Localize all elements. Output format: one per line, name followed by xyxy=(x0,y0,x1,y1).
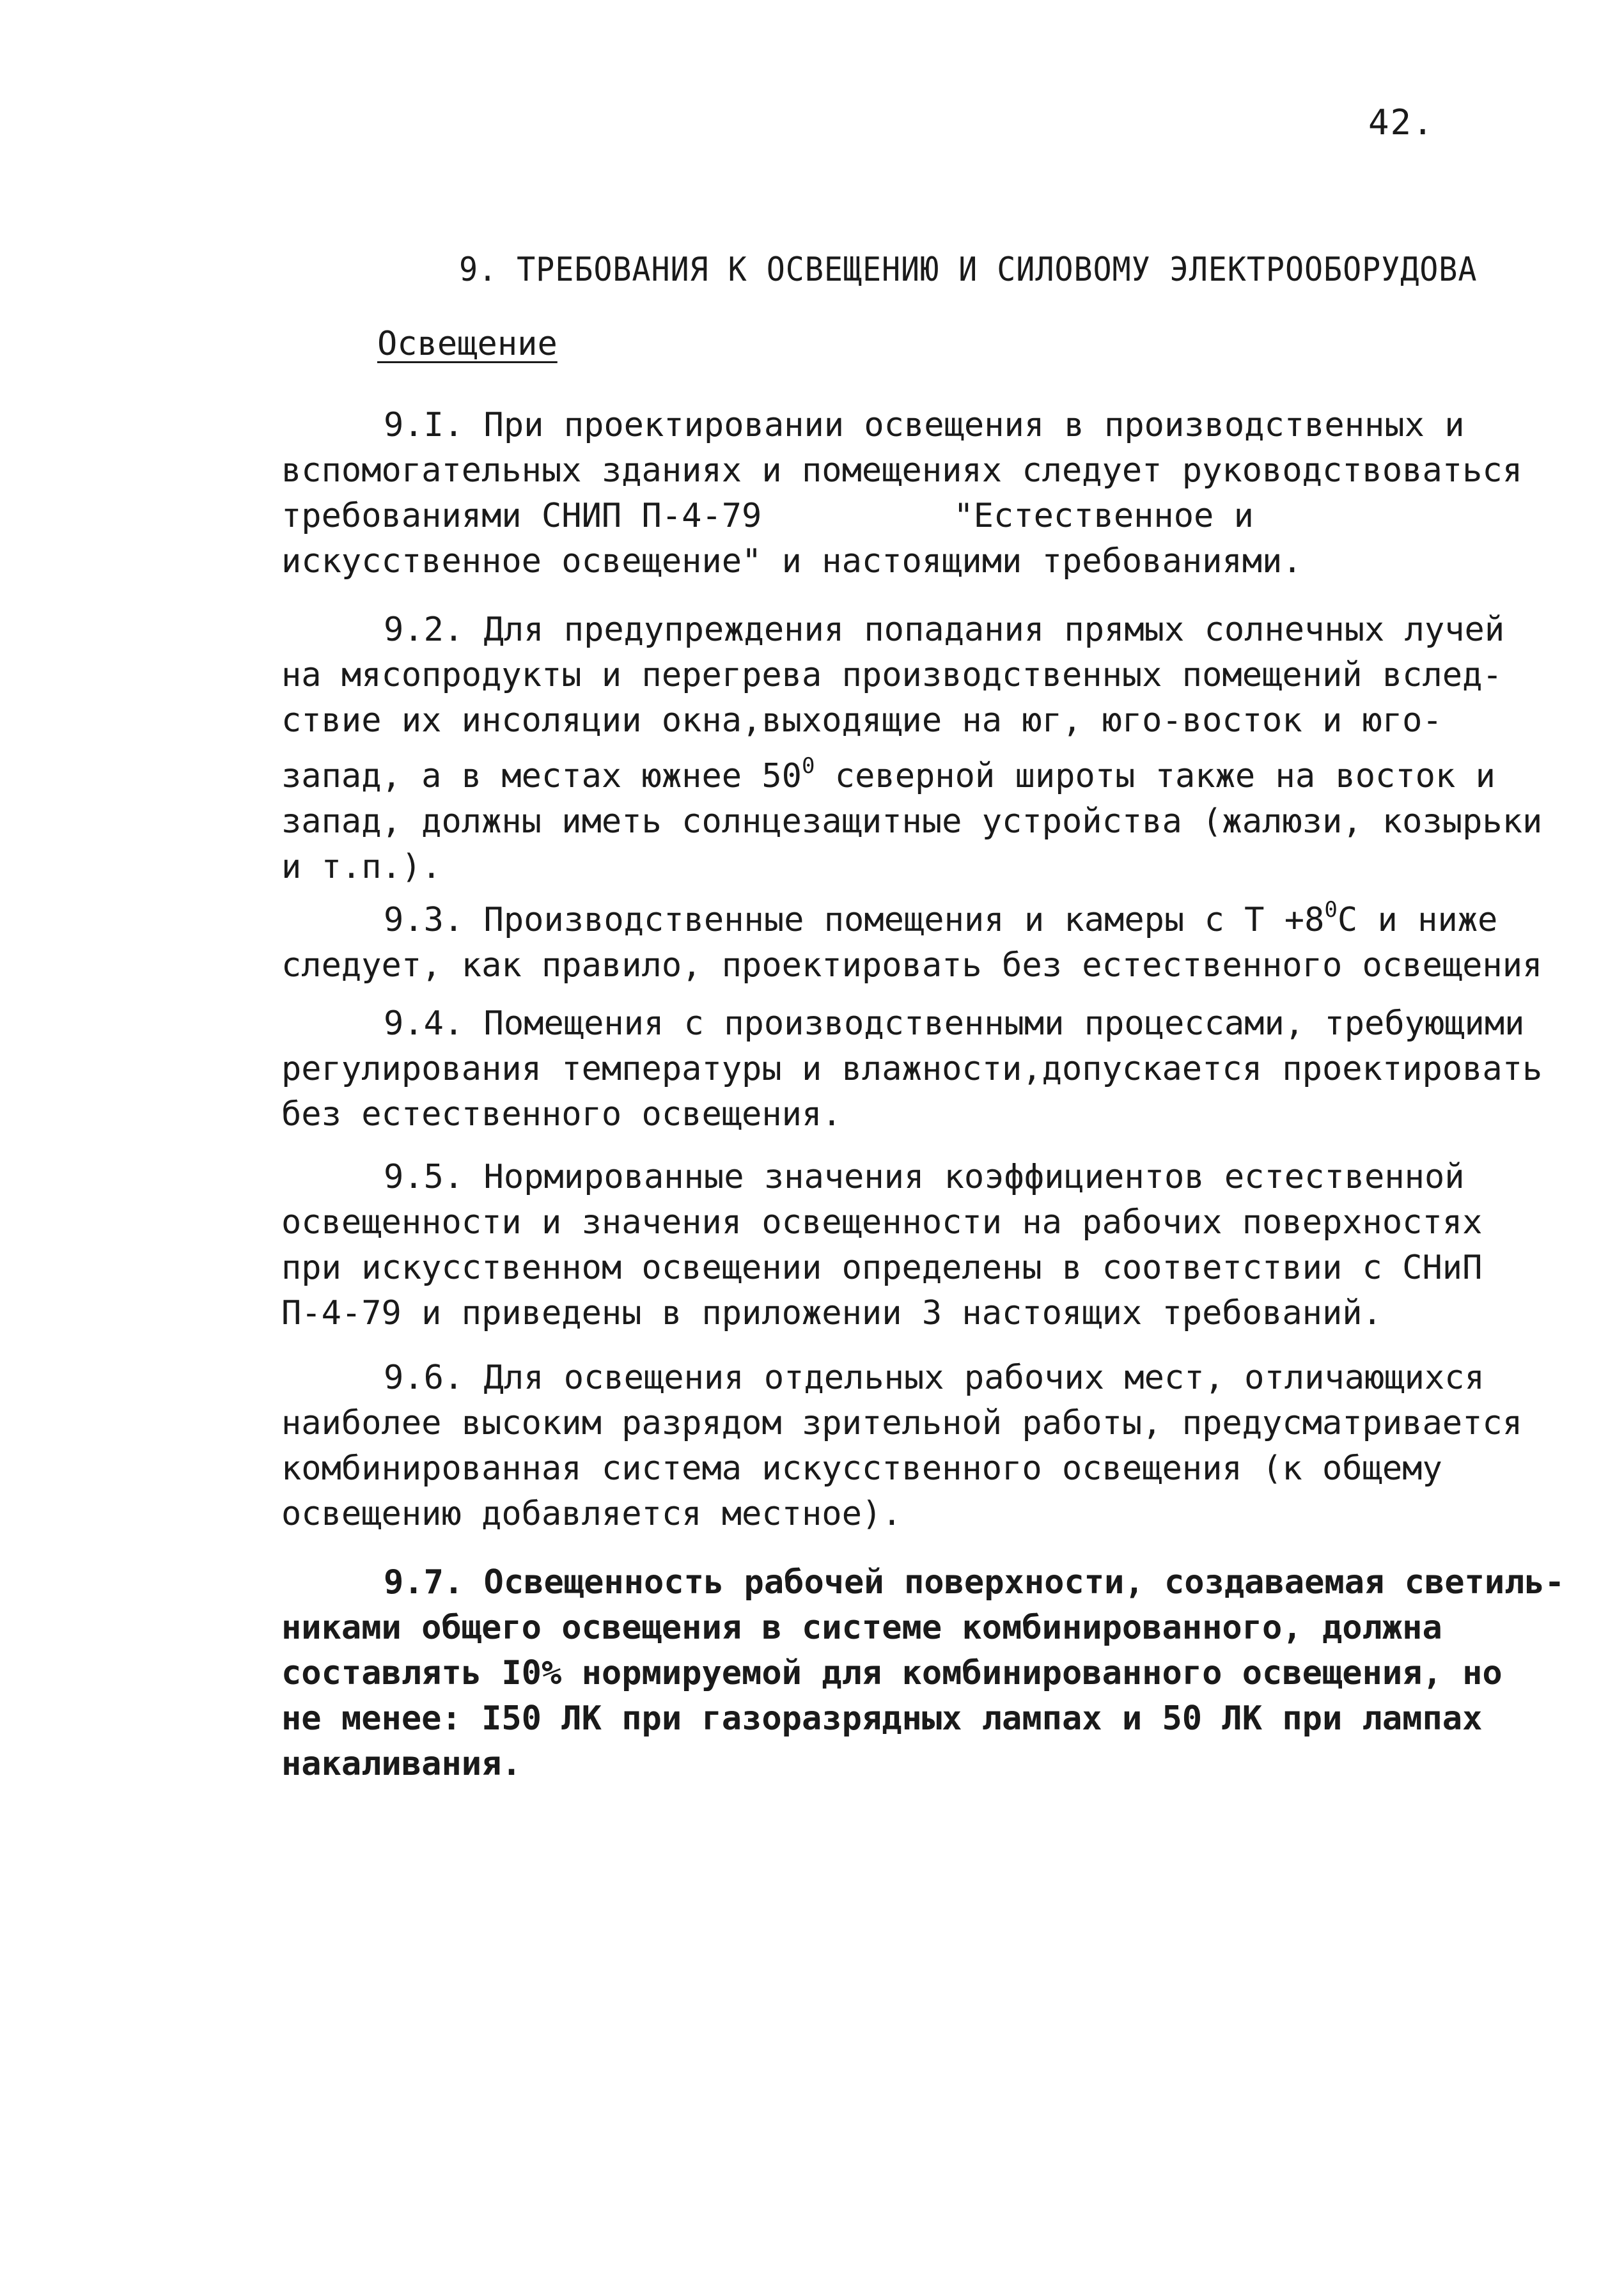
paragraph-line: при искусственном освещении определены в соответствии с СНиП xyxy=(281,1249,1483,1287)
paragraph-line: 9.7. Освещенность рабочей поверхности, создаваемая светиль- xyxy=(384,1563,1565,1602)
paragraph-line xyxy=(281,744,1554,799)
paragraph-text: северной широты также на восток и xyxy=(815,757,1495,795)
paragraph-line: следует, как правило, проектировать без естественного освещения xyxy=(281,946,1543,985)
paragraph-line: регулирования температуры и влажности,допускается проектировать xyxy=(281,1050,1543,1088)
paragraph-line: составлять I0% нормируемой для комбинированного освещения, но xyxy=(281,1654,1503,1692)
paragraph-line: искусственное освещение" и настоящими требованиями. xyxy=(281,542,1302,581)
paragraph-line: освещению добавляется местное). xyxy=(281,1495,902,1533)
paragraph-9-2 xyxy=(281,607,1554,890)
paragraph-line: 9.2. Для предупреждения попадания прямых солнечных лучей xyxy=(384,611,1505,649)
page-number: 42. xyxy=(1368,102,1435,143)
section-title: Освещение xyxy=(377,325,558,363)
paragraph-line: вспомогательных зданиях и помещениях следует руководствоваться xyxy=(281,451,1523,490)
paragraph-9-7 xyxy=(281,1560,1565,1787)
paragraph-line: никами общего освещения в системе комбинированного, должна xyxy=(281,1609,1442,1647)
paragraph-line xyxy=(281,887,1554,943)
degree-superscript: 0 xyxy=(1324,897,1338,923)
paragraph-text: С и ниже xyxy=(1337,901,1498,939)
paragraph-line: без естественного освещения. xyxy=(281,1095,842,1134)
paragraph-line: комбинированная система искусственного освещения (к общему xyxy=(281,1449,1442,1488)
paragraph-9-5 xyxy=(281,1155,1554,1336)
degree-superscript: 0 xyxy=(801,753,815,779)
paragraph-line: наиболее высоким разрядом зрительной работы, предусматривается xyxy=(281,1404,1523,1442)
paragraph-line: 9.I. При проектировании освещения в производственных и xyxy=(384,406,1465,444)
paragraph-line xyxy=(281,494,1554,539)
paragraph-line: и т.п.). xyxy=(281,848,442,886)
paragraph-line: на мясопродукты и перегрева производственных помещений вслед- xyxy=(281,656,1503,694)
paragraph-line: запад, должны иметь солнцезащитные устройства (жалюзи, козырьки xyxy=(281,802,1543,841)
paragraph-text: запад, а в местах южнее 50 xyxy=(281,757,802,795)
paragraph-line: 9.4. Помещения с производственными процессами, требующими xyxy=(384,1004,1525,1043)
paragraph-9-1 xyxy=(281,403,1554,584)
paragraph-line: 9.6. Для освещения отдельных рабочих мест, отличающихся xyxy=(384,1359,1485,1397)
paragraph-text: "Естественное и xyxy=(953,497,1254,535)
paragraph-line: 9.5. Нормированные значения коэффициентов естественной xyxy=(384,1158,1465,1196)
paragraph-9-6 xyxy=(281,1355,1554,1537)
paragraph-line: не менее: I50 ЛК при газоразрядных лампах и 50 ЛК при лампах xyxy=(281,1699,1483,1738)
paragraph-text: 9.3. Производственные помещения и камеры с Т +8 xyxy=(384,901,1325,939)
paragraph-line: П-4-79 и приведены в приложении 3 настоящих требований. xyxy=(281,1294,1382,1332)
paragraph-line: ствие их инсоляции окна,выходящие на юг, юго-восток и юго- xyxy=(281,701,1442,740)
paragraph-line: освещенности и значения освещенности на рабочих поверхностях xyxy=(281,1203,1483,1242)
paragraph-9-4 xyxy=(281,1001,1554,1137)
paragraph-9-3 xyxy=(281,887,1554,988)
paragraph-line: накаливания. xyxy=(281,1745,522,1783)
chapter-title: 9. ТРЕБОВАНИЯ К ОСВЕЩЕНИЮ И СИЛОВОМУ ЭЛЕКТРООБОРУДОВА xyxy=(459,251,1478,289)
paragraph-text: требованиями СНИП П-4-79 xyxy=(281,497,762,535)
